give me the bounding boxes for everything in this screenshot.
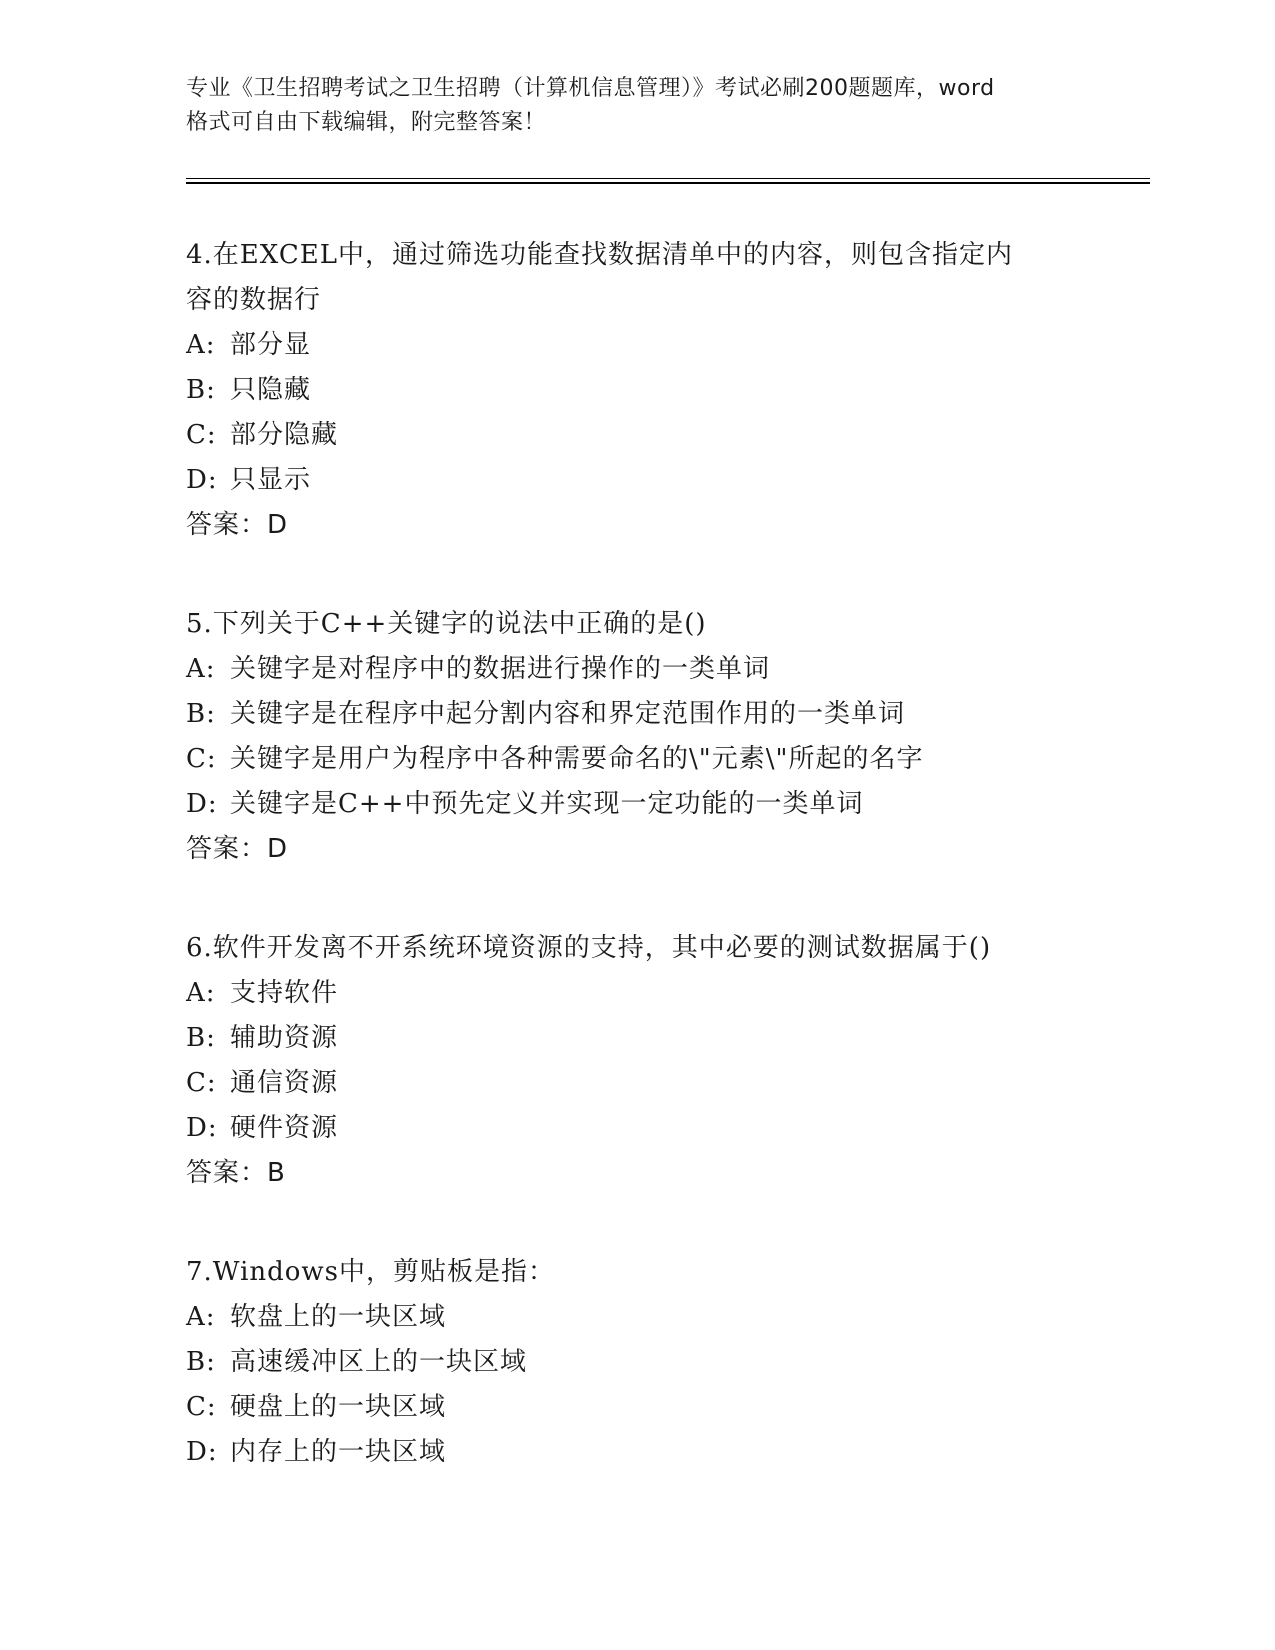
question-stem: [186, 926, 1086, 971]
option-letter: B:: [186, 1023, 216, 1053]
option-letter: C:: [186, 744, 217, 774]
question-stem-line-1: 4.在EXCEL中，通过筛选功能查找数据清单中的内容，则包含指定内: [186, 240, 1013, 270]
option-letter: B:: [186, 1347, 216, 1377]
option-a: [186, 647, 1086, 692]
option-a: [186, 971, 1086, 1016]
option-text: 部分显: [230, 330, 312, 360]
option-d: [186, 458, 1086, 503]
option-text: 关键字是C++中预先定义并实现一定功能的一类单词: [230, 789, 864, 819]
option-letter: B:: [186, 699, 216, 729]
option-b: [186, 1340, 1086, 1385]
option-b: [186, 692, 1086, 737]
option-letter: A:: [186, 1302, 216, 1332]
option-letter: B:: [186, 375, 216, 405]
question-4: [186, 233, 1086, 548]
option-text: 辅助资源: [230, 1023, 339, 1053]
option-text: 关键字是对程序中的数据进行操作的一类单词: [230, 654, 771, 684]
option-c: [186, 1385, 1086, 1430]
answer-line: 答案：D: [186, 834, 289, 864]
option-b: [186, 1016, 1086, 1061]
option-a: [186, 1295, 1086, 1340]
option-text: 内存上的一块区域: [230, 1437, 447, 1467]
option-text: 支持软件: [230, 978, 339, 1008]
option-letter: D:: [186, 465, 218, 495]
option-text: 关键字是在程序中起分割内容和界定范围作用的一类单词: [230, 699, 906, 729]
question-stem-line-1: 7.Windows中，剪贴板是指：: [186, 1257, 556, 1287]
option-d: [186, 1106, 1086, 1151]
header-divider-thin: [186, 178, 1150, 179]
option-text: 关键字是用户为程序中各种需要命名的\"元素\"所起的名字: [230, 744, 924, 774]
option-text: 硬件资源: [230, 1113, 339, 1143]
question-stem: [186, 602, 1086, 647]
question-stem-line-1: 5.下列关于C++关键字的说法中正确的是(): [186, 609, 707, 639]
question-stem-line-1: 6.软件开发离不开系统环境资源的支持，其中必要的测试数据属于(): [186, 933, 992, 963]
option-d: [186, 782, 1086, 827]
option-text: 只隐藏: [230, 375, 312, 405]
option-c: [186, 1061, 1086, 1106]
header-title-line-1: 专业《卫生招聘考试之卫生招聘（计算机信息管理）》考试必刷200题题库，word: [186, 76, 995, 101]
question-stem-line-2: 容的数据行: [186, 285, 322, 315]
option-letter: C:: [186, 1068, 217, 1098]
option-text: 部分隐藏: [230, 420, 339, 450]
option-b: [186, 368, 1086, 413]
question-stem: [186, 233, 1086, 323]
option-letter: D:: [186, 1113, 218, 1143]
question-stem: [186, 1250, 1086, 1295]
option-a: [186, 323, 1086, 368]
answer-line: 答案：B: [186, 1158, 286, 1188]
question-5: [186, 602, 1086, 872]
option-letter: A:: [186, 330, 216, 360]
header-divider-thick: [186, 182, 1150, 184]
question-6: [186, 926, 1086, 1196]
option-text: 高速缓冲区上的一块区域: [230, 1347, 528, 1377]
answer-line: 答案：D: [186, 510, 289, 540]
header-title-line-2: 格式可自由下载编辑，附完整答案！: [186, 110, 547, 135]
option-c: [186, 413, 1086, 458]
option-d: [186, 1430, 1086, 1475]
question-list: [186, 233, 1086, 1529]
option-letter: C:: [186, 1392, 217, 1422]
option-letter: C:: [186, 420, 217, 450]
option-text: 通信资源: [230, 1068, 339, 1098]
option-letter: D:: [186, 789, 218, 819]
option-text: 软盘上的一块区域: [230, 1302, 447, 1332]
question-7: [186, 1250, 1086, 1475]
option-text: 只显示: [230, 465, 312, 495]
document-header: [186, 72, 1086, 140]
option-text: 硬盘上的一块区域: [230, 1392, 447, 1422]
option-c: [186, 737, 1086, 782]
option-letter: A:: [186, 654, 216, 684]
option-letter: D:: [186, 1437, 218, 1467]
option-letter: A:: [186, 978, 216, 1008]
